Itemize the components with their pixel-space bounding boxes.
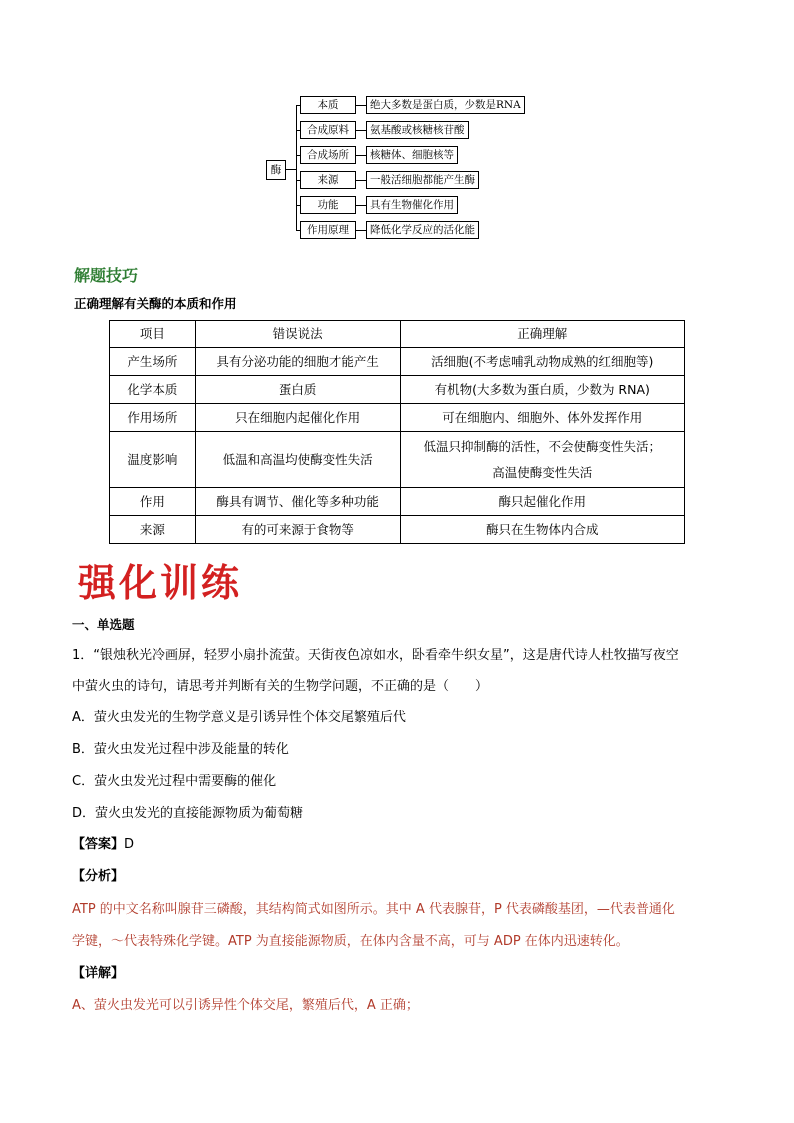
table-cell-multiline [400,432,685,488]
tips-subtitle: 正确理解有关酶的本质和作用 [74,296,237,311]
map-left-box: 合成原料 [300,121,356,139]
table-cell: 产生场所 [110,348,196,376]
table-header: 错误说法 [195,321,400,348]
table-cell: 化学本质 [110,376,196,404]
table-header: 正确理解 [400,321,685,348]
analysis-line: ATP 的中文名称叫腺苷三磷酸，其结构简式如图所示。其中 A 代表腺苷，P 代表磷酸基团，—代表普通化 [72,902,675,917]
concept-map [262,90,532,250]
table-cell: 可在细胞内、细胞外、体外发挥作用 [400,404,685,432]
table-cell: 酶只起催化作用 [400,488,685,516]
table-row [110,516,685,544]
table-cell: 蛋白质 [195,376,400,404]
map-left-box: 本质 [300,96,356,114]
map-right-box: 绝大多数是蛋白质，少数是RNA [366,96,525,114]
tips-title: 解题技巧 [74,266,139,285]
map-right-box: 具有生物催化作用 [366,196,458,214]
table-cell: 活细胞(不考虑哺乳动物成熟的红细胞等) [400,348,685,376]
option-c: C．萤火虫发光过程中需要酶的催化 [72,774,277,789]
table-cell: 作用 [110,488,196,516]
table-header-row [110,321,685,348]
map-connector [285,169,296,170]
table-row [110,376,685,404]
map-left-box: 合成场所 [300,146,356,164]
table-cell: 只在细胞内起催化作用 [195,404,400,432]
answer-line [72,835,134,855]
table-cell-line: 高温使酶变性失活 [492,464,593,480]
detail-label: 【详解】 [72,966,125,981]
map-arrow [355,105,366,106]
question-line: 1．“银烛秋光冷画屏，轻罗小扇扑流萤。天街夜色凉如水，卧看牵牛织女星”，这是唐代诗人杜牧描写夜空 [72,648,679,663]
table-cell: 有的可来源于食物等 [195,516,400,544]
map-right-box: 核糖体、细胞核等 [366,146,458,164]
map-spine [296,105,297,231]
answer-value: D [124,837,135,852]
option-a: A．萤火虫发光的生物学意义是引诱异性个体交尾繁殖后代 [72,710,406,725]
table-cell: 作用场所 [110,404,196,432]
table-row [110,432,685,488]
table-row [110,488,685,516]
table-cell-line: 低温只抑制酶的活性，不会使酶变性失活； [423,438,661,454]
map-right-box: 降低化学反应的活化能 [366,221,479,239]
map-arrow [355,130,366,131]
question-line: 中萤火虫的诗句，请思考并判断有关的生物学问题，不正确的是（ ） [72,679,489,694]
table-cell: 来源 [110,516,196,544]
table-cell: 温度影响 [110,432,196,488]
map-arrow [355,180,366,181]
map-left-box: 来源 [300,171,356,189]
table-row [110,348,685,376]
answer-label: 【答案】 [72,837,125,852]
map-left-box: 作用原理 [300,221,356,239]
map-arrow [355,230,366,231]
detail-line: A、萤火虫发光可以引诱异性个体交尾，繁殖后代，A 正确； [72,998,419,1013]
table-cell: 具有分泌功能的细胞才能产生 [195,348,400,376]
table-cell: 低温和高温均使酶变性失活 [195,432,400,488]
table-cell: 有机物(大多数为蛋白质，少数为 RNA) [400,376,685,404]
concept-root: 酶 [266,160,286,180]
table-cell: 酶具有调节、催化等多种功能 [195,488,400,516]
analysis-label: 【分析】 [72,869,125,884]
map-arrow [355,155,366,156]
table-header: 项目 [110,321,196,348]
map-right-box: 氨基酸或核糖核苷酸 [366,121,469,139]
table-cell: 酶只在生物体内合成 [400,516,685,544]
option-b: B．萤火虫发光过程中涉及能量的转化 [72,742,289,757]
section-heading: 一、单选题 [72,617,135,632]
analysis-line: 学键，～代表特殊化学键。ATP 为直接能源物质，在体内含量不高，可与 ADP 在体内迅速转化。 [72,934,629,949]
comparison-table [109,320,685,544]
banner-title: 强化训练 [78,560,243,605]
map-arrow [355,205,366,206]
map-left-box: 功能 [300,196,356,214]
option-d: D．萤火虫发光的直接能源物质为葡萄糖 [72,806,304,821]
map-right-box: 一般活细胞都能产生酶 [366,171,479,189]
table-row [110,404,685,432]
